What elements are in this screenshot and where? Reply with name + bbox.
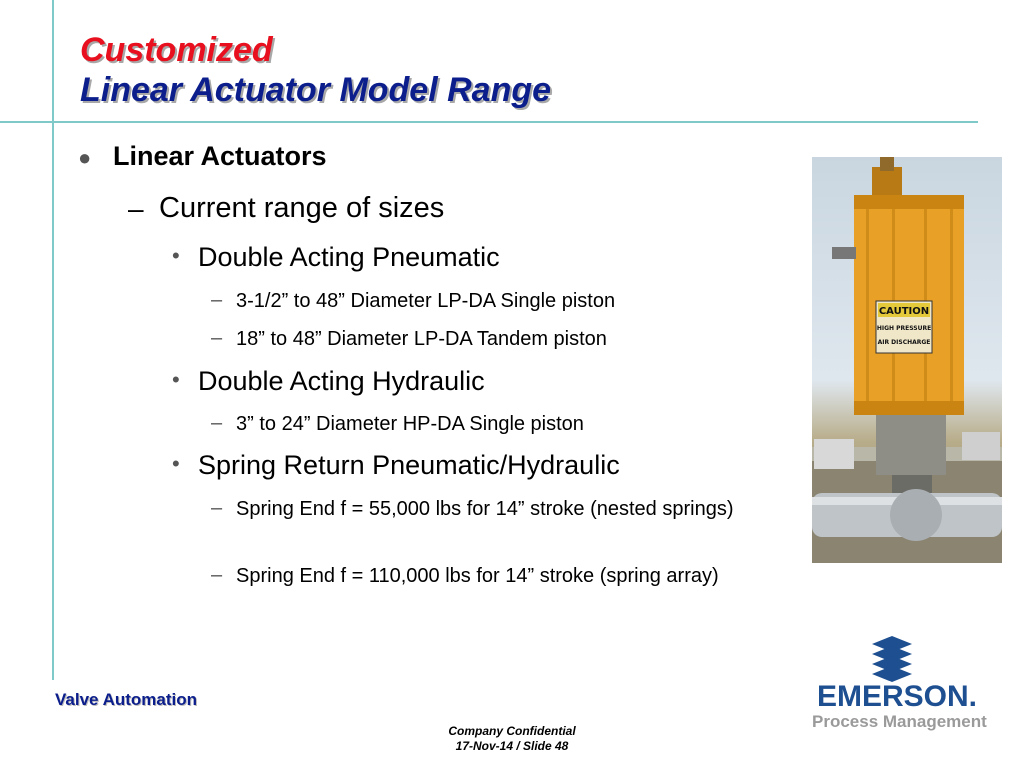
sign-caution: CAUTION <box>878 306 930 317</box>
emerson-emblem-icon <box>870 636 930 682</box>
bullet-linear-actuators: Linear Actuators <box>113 141 327 171</box>
company-confidential: Company Confidential <box>448 724 576 738</box>
dash-icon: – <box>211 497 223 519</box>
bullet-dot-icon: • <box>172 451 180 476</box>
slide-title <box>80 30 551 110</box>
footer-valve-automation: Valve Automation <box>55 690 198 709</box>
bullet-dap-tandem: 18” to 48” Diameter LP-DA Tandem piston <box>236 328 607 350</box>
actuator-illustration <box>812 157 1002 563</box>
bullet-dah-single: 3” to 24” Diameter HP-DA Single piston <box>236 413 584 435</box>
sign-line-2: HIGH PRESSURE <box>876 325 932 332</box>
horizontal-rule <box>0 121 978 123</box>
sign-line-3: AIR DISCHARGE <box>877 339 931 346</box>
actuator-photo <box>812 157 1002 563</box>
date-slide-number: 17-Nov-14 / Slide 48 <box>455 739 569 753</box>
dash-icon: – <box>211 564 223 586</box>
dash-icon: – <box>211 412 223 434</box>
emerson-logo <box>810 636 990 736</box>
bullet-dot-icon: • <box>172 367 180 392</box>
dash-icon: – <box>211 289 223 311</box>
bullet-spring-array: Spring End f = 110,000 lbs for 14” stroke (spring array) <box>236 565 719 587</box>
footer-confidential <box>412 724 612 754</box>
bullet-double-acting-pneumatic: Double Acting Pneumatic <box>198 242 500 272</box>
bullet-dap-single: 3-1/2” to 48” Diameter LP-DA Single piston <box>236 290 616 312</box>
bullet-spring-nested: Spring End f = 55,000 lbs for 14” stroke (nested springs) <box>236 498 734 520</box>
logo-tagline: Process Management <box>812 712 987 731</box>
vertical-rule <box>52 0 54 680</box>
title-line-1: Customized <box>80 31 273 69</box>
bullet-dot-icon: ● <box>78 145 92 170</box>
bullet-double-acting-hydraulic: Double Acting Hydraulic <box>198 366 485 396</box>
dash-icon: – <box>211 327 223 349</box>
bullet-current-range: Current range of sizes <box>159 192 445 224</box>
dash-icon: – <box>128 193 144 224</box>
title-line-2: Linear Actuator Model Range <box>80 71 552 109</box>
logo-wordmark: EMERSON. <box>817 680 978 713</box>
bullet-dot-icon: • <box>172 243 180 268</box>
bullet-spring-return: Spring Return Pneumatic/Hydraulic <box>198 450 620 480</box>
